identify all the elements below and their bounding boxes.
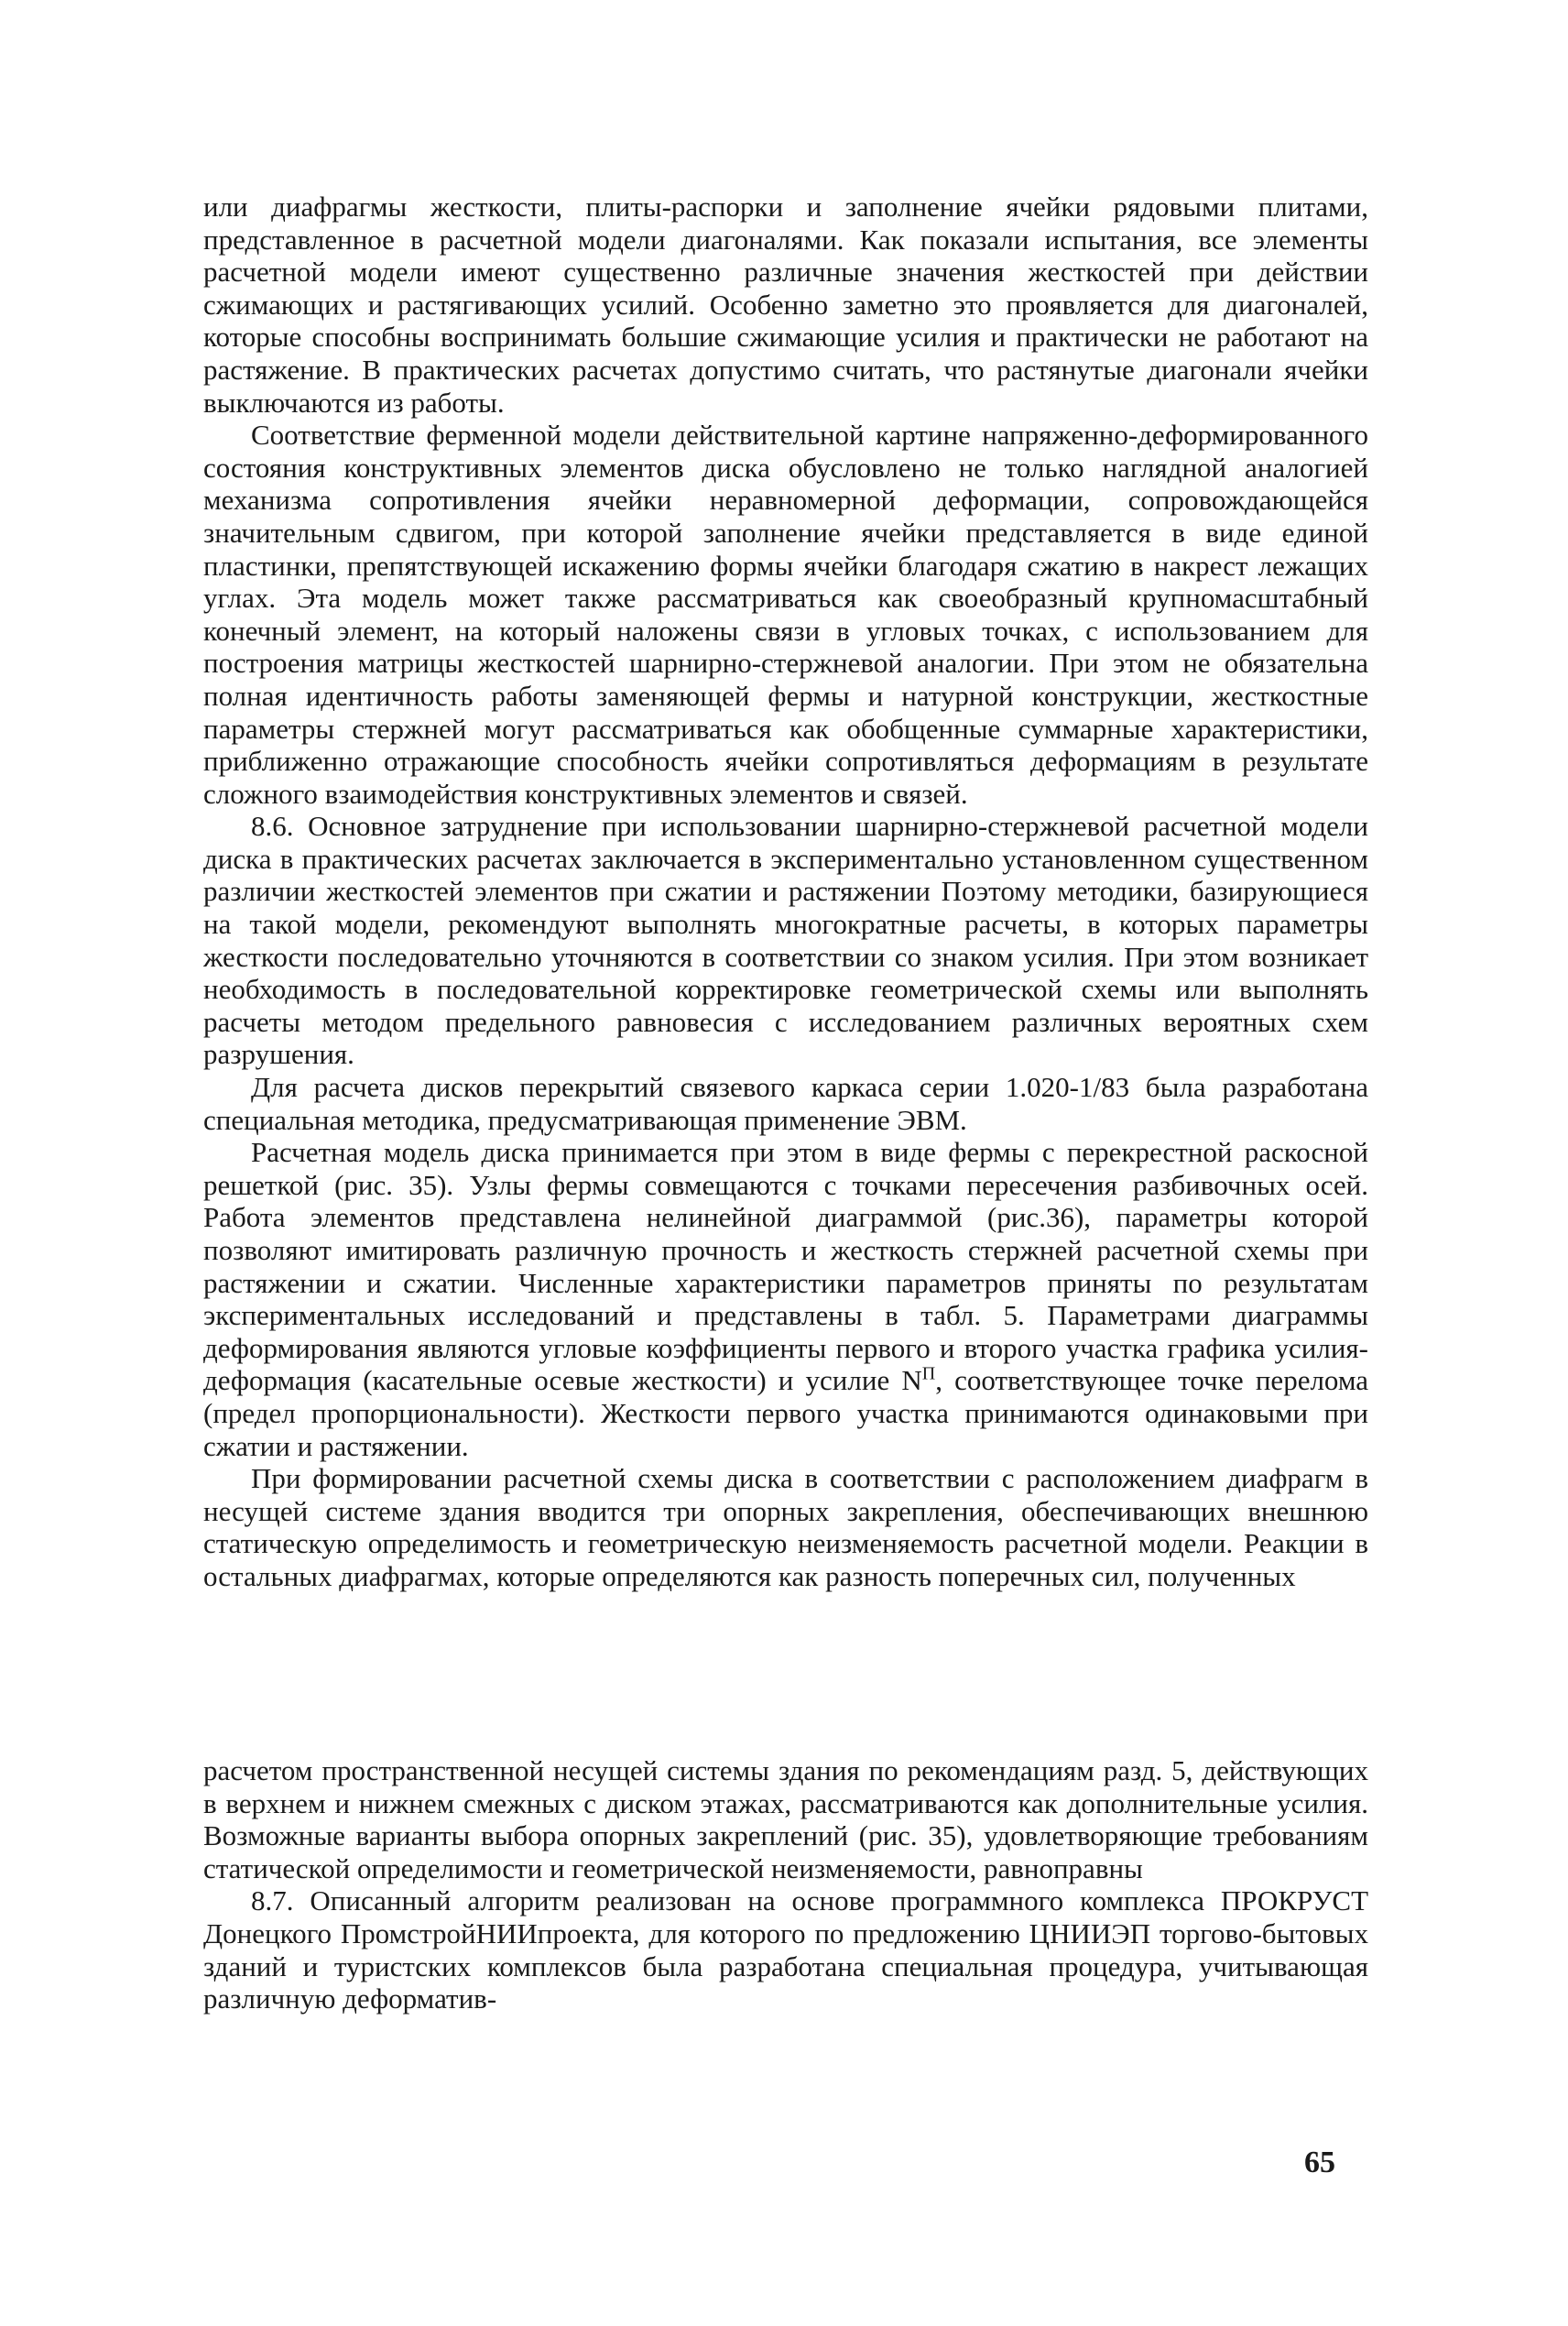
paragraph-with-superscript [203,1136,1368,1462]
paragraph: расчетом пространственной несущей системы здания по рекомендациям разд. 5, действующих в верхнем и нижнем смежных с диском этажах, рассматриваются как дополнительные усилия. Возможные варианты выбора опорных закреплений (рис. 35), удовлетворяющие требованиям статической определимости и геометрической неизменяемости, равноправны [203,1754,1368,1884]
main-text-bottom [203,1754,1368,2015]
paragraph-part: , соответствующее точке перелома (предел пропорциональности). Жесткости первого участка принимаются одинаковыми при сжатии и растяжении. [203,1364,1368,1462]
paragraph: Соответствие ферменной модели действительной картине напряженно-деформированного состояния конструктивных элементов диска обусловлено не только наглядной аналогией механизма сопротивления ячейки неравномерной деформации, сопровождающейся значительным сдвигом, при которой заполнение ячейки представляется в виде единой пластинки, препятствующей искажению формы ячейки благодаря сжатию в накрест лежащих углах. Эта модель может также рассматриваться как своеобразный крупномасштабный конечный элемент, на который наложены связи в угловых точках, с использованием для построения матрицы жесткостей шарнирно-стержневой аналогии. При этом не обязательна полная идентичность работы заменяющей фермы и натурной конструкции, жесткостные параметры стержней могут рассматриваться как обобщенные суммарные характеристики, приближенно отражающие способность ячейки сопротивляться деформациям в результате сложного взаимодействия конструктивных элементов и связей. [203,419,1368,810]
page-number: 65 [1304,2146,1335,2179]
paragraph: или диафрагмы жесткости, плиты-распорки и заполнение ячейки рядовыми плитами, представленное в расчетной модели диагоналями. Как показали испытания, все элементы расчетной модели имеют существенно различные значения жесткостей при действии сжимающих и растягивающих усилий. Особенно заметно это проявляется для диагоналей, которые способны воспринимать большие сжимающие усилия и практически не работают на растяжение. В практических расчетах допустимо считать, что растянутые диагонали ячейки выключаются из работы. [203,191,1368,419]
superscript-n: П [921,1364,936,1385]
paragraph: При формировании расчетной схемы диска в соответствии с расположением диафрагм в несущей системе здания вводится три опорных закрепления, обеспечивающих внешнюю статическую определимость и геометрическую неизменяемость расчетной модели. Реакции в остальных диафрагмах, которые определяются как разность поперечных сил, полученных [203,1462,1368,1592]
paragraph-section-8-7: 8.7. Описанный алгоритм реализован на основе программного комплекса ПРОКРУСТ Донецкого ПромстройНИИпроекта, для которого по предложению ЦНИИЭП торгово-бытовых зданий и туристских комплексов была разработана специальная процедура, учитывающая различную деформатив- [203,1884,1368,2015]
paragraph-section-8-6: 8.6. Основное затруднение при использовании шарнирно-стержневой расчетной модели диска в практических расчетах заключается в экспериментально установленном существенном различии жесткостей элементов при сжатии и растяжении Поэтому методики, базирующиеся на такой модели, рекомендуют выполнять многократные расчеты, в которых параметры жесткости последовательно уточняются в соответствии со знаком усилия. При этом возникает необходимость в последовательной корректировке геометрической схемы или выполнять расчеты методом предельного равновесия с исследованием различных вероятных схем разрушения. [203,810,1368,1071]
main-text-top [203,191,1368,1593]
paragraph: Для расчета дисков перекрытий связевого каркаса серии 1.020-1/83 была разработана специальная методика, предусматривающая применение ЭВМ. [203,1071,1368,1136]
paragraph-part: Расчетная модель диска принимается при этом в виде фермы с перекрестной раскосной решеткой (рис. 35). Узлы фермы совмещаются с точками пересечения разбивочных осей. Работа элементов представлена нелинейной диаграммой (рис.36), параметры которой позволяют имитировать различную прочность и жесткость стержней расчетной схемы при растяжении и сжатии. Численные характеристики параметров приняты по результатам экспериментальных исследований и представлены в табл. 5. Параметрами диаграммы деформирования являются угловые коэффициенты первого и второго участка графика усилия-деформация (касательные осевые жесткости) и усилие N [203,1136,1368,1397]
